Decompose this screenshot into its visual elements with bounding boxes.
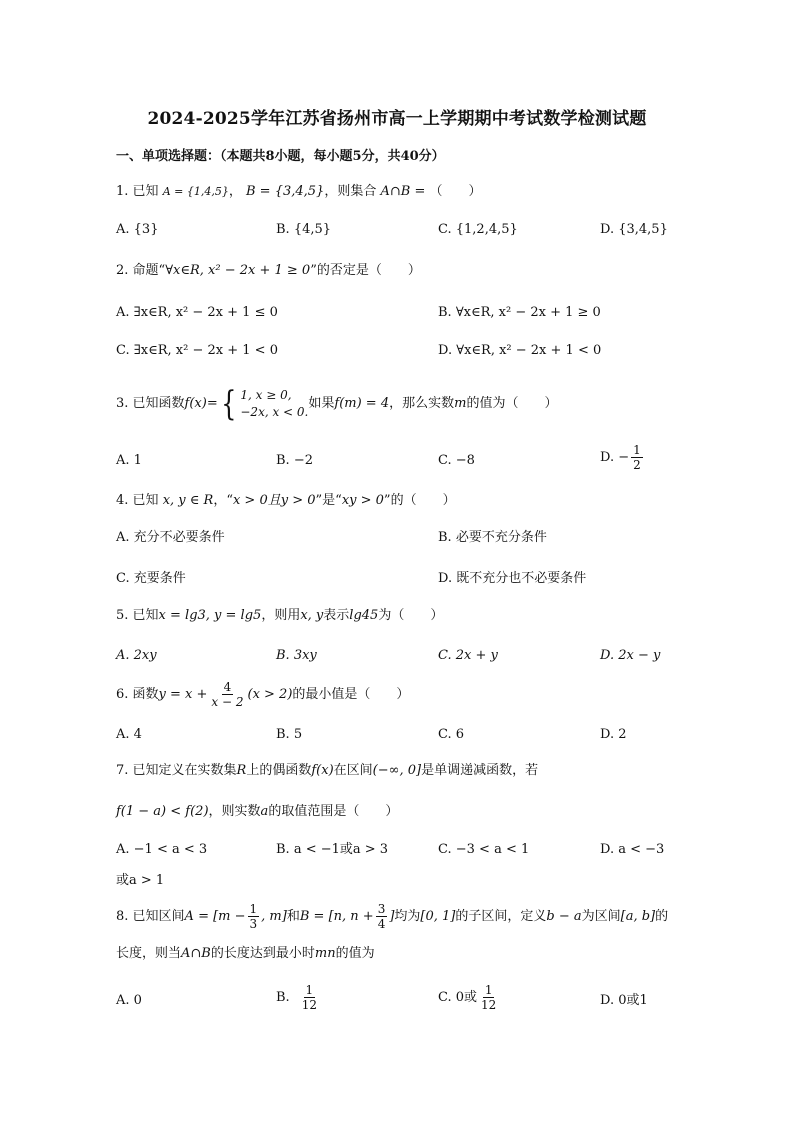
q5-target: lg45: [349, 608, 379, 623]
q3-piecewise: [218, 384, 309, 424]
q7-option-d-continued: 或a > 1: [116, 873, 165, 888]
q8-unit-interval: [0, 1]: [420, 908, 456, 924]
q4-condition-1: x > 0且y > 0: [232, 493, 316, 508]
q6-end: 的最小值是（ ）: [292, 686, 410, 702]
q2-prefix: 2. 命题“: [116, 263, 166, 278]
q2-option-c: C. ∃x∈R, x² − 2x + 1 < 0: [116, 343, 278, 358]
q1-mid: ，则集合: [324, 184, 377, 199]
q3-option-c: C. −8: [438, 453, 475, 468]
q8-option-c: [438, 983, 500, 1012]
section-heading: 一、单项选择题：（本题共8小题，每小题5分，共40分）: [116, 149, 445, 164]
q5-option-a: A. 2xy: [116, 648, 157, 663]
q3-option-d-prefix: D. −: [600, 449, 630, 465]
q4-end: ”的（ ）: [383, 493, 456, 508]
q4-option-d: D. 既不充分也不必要条件: [438, 571, 587, 586]
fraction-denominator: 4: [377, 917, 386, 931]
q8-intersection: A∩B: [181, 946, 211, 961]
question-2: [116, 262, 421, 280]
question-7-line-2: [116, 803, 398, 821]
q8-length-expr: b − a: [546, 908, 582, 924]
q4-mid: ”是“: [315, 493, 342, 508]
q7-line2-mid: ，则实数: [208, 804, 261, 819]
q3-option-d: [600, 443, 645, 472]
q1-option-b: B. {4,5}: [276, 222, 332, 237]
q8-line2-mid: 的长度达到最小时: [210, 946, 315, 961]
q8-interval-a-start: A = [m −: [184, 908, 246, 924]
q8-option-b-fraction: [300, 983, 319, 1012]
q6-prefix: 6. 函数: [116, 686, 159, 702]
q5-option-b: B. 3xy: [276, 648, 317, 663]
q8-option-a: A. 0: [116, 993, 142, 1008]
q5-option-c: C. 2x + y: [438, 648, 498, 663]
q8-option-c-fraction: [479, 983, 498, 1012]
q3-variable: m: [454, 396, 467, 411]
q4-condition-2: xy > 0: [341, 493, 384, 508]
q4-option-a: A. 充分不必要条件: [116, 530, 225, 545]
q8-mid2: 的子区间，定义: [455, 908, 547, 924]
q8-option-b: [276, 983, 321, 1012]
q3-option-a: A. 1: [116, 453, 142, 468]
q5-end: 为（ ）: [378, 608, 444, 623]
q8-mid: 均为: [394, 908, 421, 924]
q5-prefix: 5. 已知: [116, 608, 159, 623]
q3-end: 的值为（ ）: [466, 396, 558, 411]
q1-expression: A∩B =: [380, 184, 426, 199]
q1-answer-blank: （ ）: [429, 184, 482, 199]
q8-interval-ab: [a, b]: [620, 908, 656, 924]
q8-interval-b-end: ]: [389, 908, 395, 924]
question-7-line-1: [116, 762, 538, 780]
question-4: [116, 492, 456, 510]
q3-mid: 如果: [308, 396, 335, 411]
q8-line2-prefix: 长度，则当: [116, 946, 182, 961]
q4-prefix: 4. 已知: [116, 493, 159, 508]
q7-line1-end: 是单调递减函数，若: [421, 763, 539, 778]
q6-option-c: C. 6: [438, 727, 465, 742]
q6-option-d: D. 2: [600, 727, 627, 742]
q8-interval-b-start: B = [n, n +: [299, 908, 374, 924]
fraction-numerator: 4: [223, 680, 232, 694]
q6-function: y = x +: [158, 686, 208, 702]
q3-prefix: 3. 已知函数: [116, 396, 185, 411]
question-1: [116, 183, 482, 201]
q8-line2-end: 的值为: [335, 946, 375, 961]
q7-option-a: A. −1 < a < 3: [116, 842, 208, 857]
q8-prefix: 8. 已知区间: [116, 908, 185, 924]
q1-set-b: B = {3,4,5}: [245, 184, 325, 199]
q7-mid: 上的偶函数: [246, 763, 312, 778]
q8-line1-end: 的: [655, 908, 669, 924]
q8-interval-a-end: , m]: [261, 908, 287, 924]
q3-case-1: 1, x ≥ 0,: [240, 388, 292, 402]
q7-set: R: [236, 763, 247, 778]
q6-domain: (x > 2): [247, 686, 293, 702]
fraction-denominator: 2: [633, 458, 641, 472]
q7-prefix: 7. 已知定义在实数集: [116, 763, 237, 778]
q7-interval: (−∞, 0]: [372, 763, 422, 778]
question-8-line-1: [116, 902, 668, 931]
q3-suffix: ，那么实数: [389, 396, 455, 411]
q6-option-a: A. 4: [116, 727, 142, 742]
q7-mid2: 在区间: [333, 763, 373, 778]
q3-function: f(x)=: [184, 396, 218, 411]
question-8-line-2: [116, 945, 375, 963]
q7-function: f(x): [311, 763, 334, 778]
fraction-numerator: 1: [249, 902, 258, 916]
q2-formula: ∀x∈R, x² − 2x + 1 ≥ 0: [165, 263, 311, 278]
q3-option-b: B. −2: [276, 453, 313, 468]
q8-option-b-prefix: B.: [276, 989, 290, 1005]
q8-fraction-b: [376, 902, 388, 931]
fraction-numerator: 1: [305, 983, 314, 997]
q1-comma: ，: [228, 184, 242, 199]
q4-option-c: C. 充要条件: [116, 571, 186, 586]
question-6: [116, 680, 409, 709]
q4-quote-open: ，“: [213, 493, 233, 508]
q2-suffix: ”的否定是（ ）: [310, 263, 421, 278]
q5-option-d: D. 2x − y: [600, 648, 661, 663]
q4-option-b: B. 必要不充分条件: [438, 530, 547, 545]
q8-option-c-prefix: C. 0或: [438, 989, 478, 1005]
q8-option-d: D. 0或1: [600, 993, 648, 1008]
q7-variable: a: [260, 804, 269, 819]
q1-option-d: D. {3,4,5}: [600, 222, 668, 237]
q7-option-d: D. a < −3: [600, 842, 665, 857]
q5-given: x = lg3, y = lg5: [158, 608, 262, 623]
q1-option-c: C. {1,2,4,5}: [438, 222, 518, 237]
fraction-numerator: 3: [377, 902, 386, 916]
fraction-denominator: 12: [301, 998, 317, 1012]
q8-and: 和: [286, 908, 300, 924]
q8-mid3: 为区间: [581, 908, 621, 924]
q7-line2-end: 的取值范围是（ ）: [268, 804, 399, 819]
q1-option-a: A. {3}: [116, 222, 159, 237]
fraction-numerator: 1: [484, 983, 493, 997]
question-5: [116, 607, 443, 625]
q1-set-a: A = {1,4,5}: [162, 185, 229, 198]
fraction-denominator: 12: [481, 998, 497, 1012]
q2-option-d: D. ∀x∈R, x² − 2x + 1 < 0: [438, 343, 602, 358]
q6-fraction: [209, 680, 245, 709]
q2-option-b: B. ∀x∈R, x² − 2x + 1 ≥ 0: [438, 305, 601, 320]
q7-option-b: B. a < −1或a > 3: [276, 842, 389, 857]
fraction-numerator: 1: [633, 443, 641, 457]
fraction-denominator: 3: [249, 917, 258, 931]
fraction-denominator: x − 2: [211, 695, 244, 709]
question-3: [116, 384, 558, 424]
q3-option-d-fraction: [631, 443, 643, 472]
q6-option-b: B. 5: [276, 727, 303, 742]
q2-option-a: A. ∃x∈R, x² − 2x + 1 ≤ 0: [116, 305, 278, 320]
q5-mid2: 表示: [323, 608, 350, 623]
q1-prefix: 1. 已知: [116, 184, 159, 199]
q5-mid: ，则用: [261, 608, 301, 623]
q7-option-c: C. −3 < a < 1: [438, 842, 530, 857]
brace-icon: {: [220, 384, 237, 424]
q5-vars: x, y: [300, 608, 324, 623]
q8-product: mn: [314, 946, 336, 961]
q7-inequality: f(1 − a) < f(2): [116, 804, 209, 819]
q4-vars: x, y ∈ R: [162, 493, 214, 508]
q3-condition: f(m) = 4: [334, 396, 390, 411]
q3-case-2: −2x, x < 0.: [240, 405, 309, 419]
q8-fraction-a: [248, 902, 260, 931]
exam-title: 2024-2025学年江苏省扬州市高一上学期期中考试数学检测试题: [147, 109, 647, 129]
